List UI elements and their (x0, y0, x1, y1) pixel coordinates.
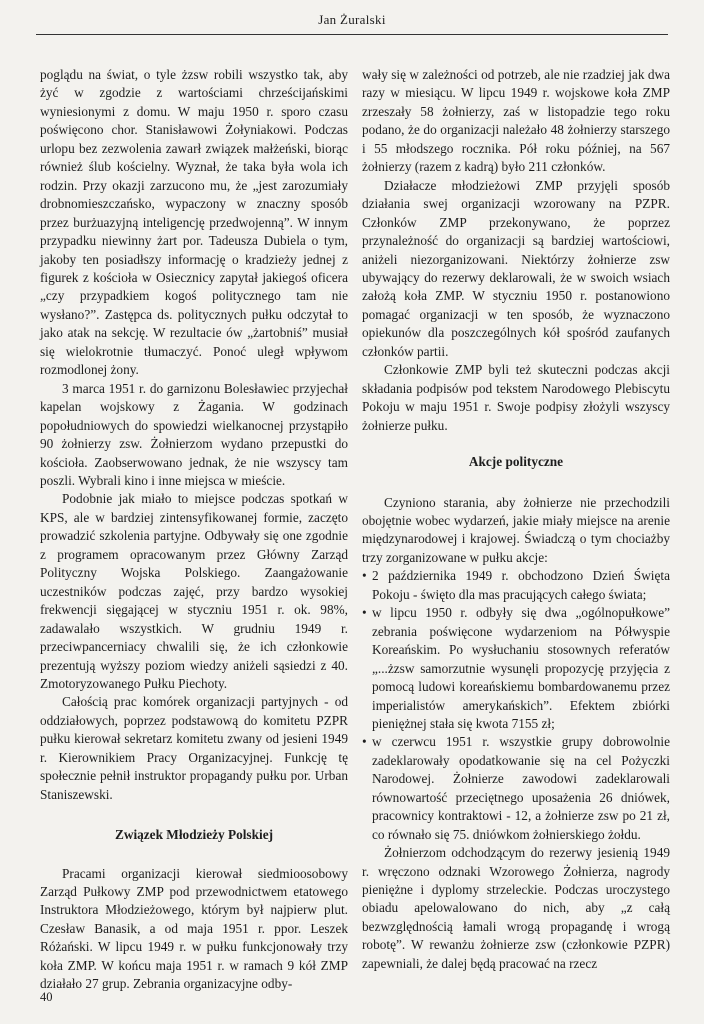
right-paragraph-1: wały się w zależności od potrzeb, ale nie rzadziej jak dwa razy w miesiącu. W lipcu 1949 r. wojskowe koła ZMP zrzeszały 58 żołnierzy, zaś w listopadzie tego roku podano, że do organizacji należało 48 żołnierzy starszego i 55 młodszego rocznika. Pół roku później, na 567 żołnierzy (razem z kadrą) było 211 członków. (362, 67, 670, 175)
left-paragraph-3: Podobnie jak miało to miejsce podczas spotkań w KPS, ale w bardziej zintensyfikowanej formie, zaczęto prowadzić szkolenia partyjne. Odbywały się one zgodnie z programem opracowanym przez Główny Zarząd Polityczny Wojska Polskiego. Zaangażowanie uczestników podczas zajęć, przy bardzo wysokiej frekwencji sięgającej w styczniu 1951 r. ok. 98%, zadawalało wszystkich. W grudniu 1949 r. przeciwpancerniacy chwalili się, że ich członkowie prezentują wyższy poziom wiedzy aniżeli sąsiedzi z 40. Zmotoryzowanego Pułku Piechoty. (40, 491, 348, 691)
left-paragraph-2: 3 marca 1951 r. do garnizonu Bolesławiec przyjechał kapelan wojskowy z Żagania. W godzinach popołudniowych do spowiedzi wielkanocnej przystąpiło 90 żołnierzy zsw. Żołnierzom wydano przepustki do kościoła. Zaobserwowano jednak, że nie wszyscy tam poszli. Wybrali kino i inne miejsca w mieście. (40, 380, 348, 488)
right-paragraph-5: Żołnierzom odchodzącym do rezerwy jesienią 1949 r. wręczono odznaki Wzorowego Żołnierza, nagrody pieniężne i dyplomy strzeleckie. Podczas uroczystego obiadu apelowalowano do nich, aby „z całą bezwzględnością łamali wrogą propagandę i wrogą robotę”. W rewanżu żołnierze zsw (członkowie PZPR) zapewniali, że dalej będą pracować na rzecz (362, 845, 670, 971)
list-item: • 2 października 1949 r. obchodzono Dzień Święta Pokoju - święto dla mas pracujących całego świata; (362, 567, 670, 604)
right-paragraph-4: Czyniono starania, aby żołnierze nie przechodzili obojętnie wobec wydarzeń, jakie miały miejsce na arenie międzynarodowej i krajowej. Świadczą o tym chociażby trzy zorganizowane w pułku akcje: (362, 494, 670, 565)
left-column (40, 66, 348, 994)
left-paragraph-5: Pracami organizacji kierował siedmioosobowy Zarząd Pułkowy ZMP pod przewodnictwem etatowego Instruktora Młodzieżowego, którym był najpierw plut. Czesław Banasik, a od maja 1951 r. ppor. Leszek Różański. W lipcu 1949 r. w pułku funkcjonowały trzy koła ZMP. W końcu maja 1951 r. w ramach 9 kół ZMP działało 27 grup. Zebrania organizacyjne odby- (40, 865, 348, 992)
list-item: • w czerwcu 1951 r. wszystkie grupy dobrowolnie zadeklarowały opodatkowanie się na cel Pożyczki Narodowej. Żołnierze zawodowi zadeklarowali równowartość przeciętnego uposażenia 26 dniówek, pracownicy kontraktowi - 12, a żołnierze zsw po 21 zł, co równało się 75. dniówkom żołnierskiego żołdu. (362, 733, 670, 844)
page-number: 40 (40, 990, 53, 1004)
left-paragraph-1: poglądu na świat, o tyle żzsw robili wszystko tak, aby żyć w zgodzie z wartościami chrześcijańskimi wyniesionymi z domu. W maju 1950 r. sporo czasu poświęcono chor. Stanisławowi Żołyniakowi. Podczas urlopu bez zezwolenia zawarł związek małżeński, biorąc również ślub kościelny. Wyznał, że taka była wola ich rodzin. Przy okazji zarzucono mu, że „jest zarozumiały drobnomieszczańsko, wypaczony w znaczny sposób przez burżuazyjną inteligencję przedwojenną”. W innym przypadku niewinny żart por. Tadeusza Dubiela o tym, jakoby ten posiadłszy informację o kradzieży jednej z figurek z kościoła w Osiecznicy zapytał jakiegoś oficera „czy przypadkiem kogoś politycznego tam nie wysłano?”. Zastępca ds. politycznych pułku odczytał to jako atak na sekcję. W rezultacie ów „żartobniś” musiał się wielokrotnie tłumaczyć. Ponoć uległ wpływom rozmodlonej żony. (40, 67, 348, 378)
header-author: Jan Żuralski (318, 12, 386, 27)
left-paragraph-4: Całością prac komórek organizacji partyjnych - od oddziałowych, poprzez podstawową do komitetu PZPR pułku kierował sekretarz komitetu zwany od jesieni 1949 r. Kierownikiem Pracy Organizacyjnej. Funkcję tę społecznie pełnił instruktor propagandy pułku por. Urban Staniszewski. (40, 694, 348, 802)
actions-list (362, 567, 670, 844)
header-rule (36, 34, 668, 35)
section-heading-political-actions: Akcje polityczne (468, 454, 564, 470)
right-paragraph-3: Członkowie ZMP byli też skuteczni podczas akcji składania podpisów pod tekstem Narodowego Plebiscytu Pokoju w maju 1951 r. Swoje podpisy złożyli wszyscy żołnierze pułku. (362, 362, 670, 433)
section-heading-zmp: Związek Młodzieży Polskiej (114, 827, 274, 843)
right-paragraph-2: Działacze młodzieżowi ZMP przyjęli sposób działania swej organizacji wzorowany na PZPR. Członków ZMP przekonywano, że poprzez przynależność do organizacji są bardziej wartościowi, aniżeli niezorganizowani. Niektórzy żołnierze zsw ubywający do rezerwy deklarowali, że w swoich wsiach założą koła ZMP. W styczniu 1950 r. postanowiono pomagać organizacji w ten sposób, że wyznaczono opiekunów dla poszczególnych kół spośród zaufanych członków partii. (362, 177, 670, 359)
right-column (362, 66, 670, 973)
list-item: • w lipcu 1950 r. odbyły się dwa „ogólnopułkowe” zebrania poświęcone wydarzeniom na Półwyspie Koreańskim. Po wysłuchaniu stosownych referatów „...żzsw samorzutnie wysunęli propozycję przyjęcia z pomocą ludowi koreańskiemu bombardowanemu przez imperialistów amerykańskich”. Efektem zbiórki pieniężnej stała się kwota 7155 zł; (362, 604, 670, 733)
running-header (36, 8, 668, 36)
